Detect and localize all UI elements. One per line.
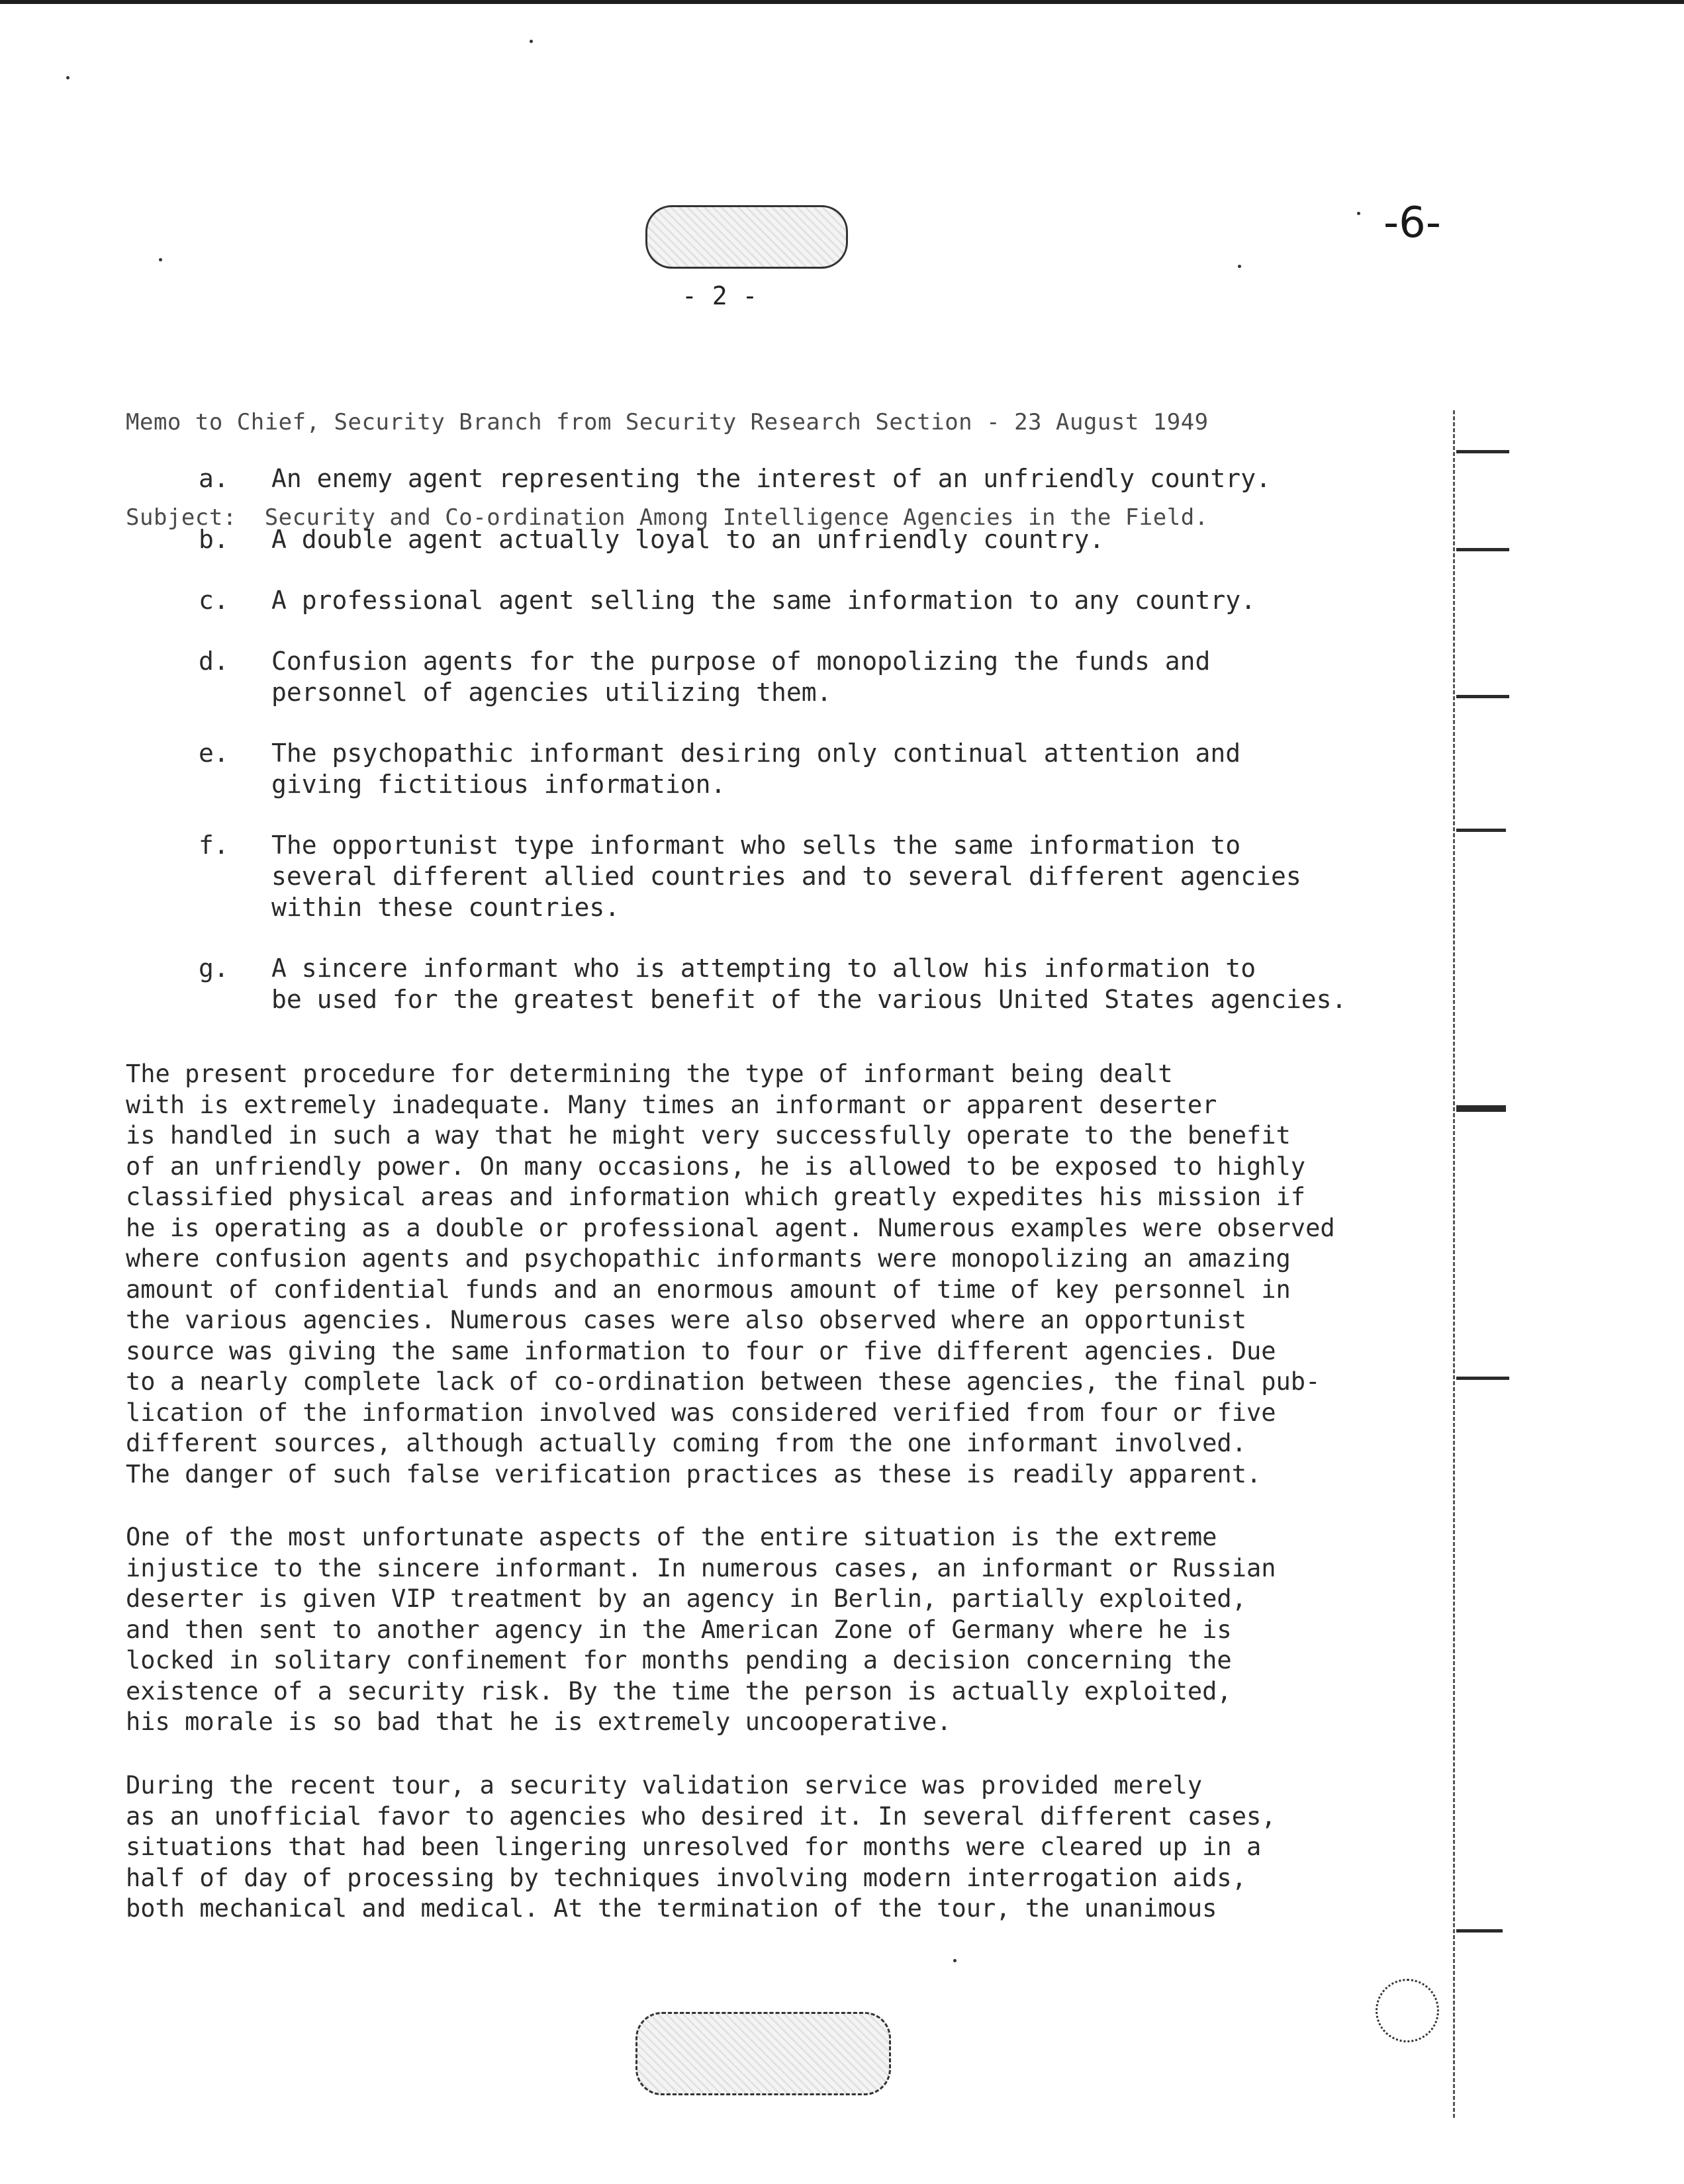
margin-tick [1456,695,1509,698]
list-item-text: The opportunist type informant who sells the same information to several different allied countries and to several different agencies within these countries. [271,831,1301,922]
list-item-letter: g. [199,954,229,983]
list-item [199,738,1456,800]
stamp-circle [1376,1979,1439,2042]
list-item-text: A double agent actually loyal to an unfriendly country. [271,525,1105,554]
margin-tick [1456,1929,1503,1933]
list-item-text: An enemy agent representing the interest of an unfriendly country. [271,464,1271,493]
page-number: - 2 - [682,281,758,310]
margin-tick [1456,548,1509,551]
informant-types-list [199,463,1456,1045]
handwritten-page-mark: -6- [1383,199,1441,248]
speck [66,76,70,79]
list-item-text: A professional agent selling the same information to any country. [271,586,1256,615]
redaction-mark-top [645,205,848,269]
body-paragraph: One of the most unfortunate aspects of the entire situation is the extreme injustice to the sincere informant. In numerous cases, an informant or Russian deserter is given VIP treatment by an agency in Berlin, partially exploited, and then sent to another agency in the American Zone of Germany where he is locked in solitary confinement for months pending a decision concerning the existence of a security risk. By the time the person is actually exploited, his morale is so bad that he is extremely uncooperative. [126,1523,1276,1736]
list-item [199,953,1456,1015]
margin-tick [1456,450,1509,453]
speck [1357,212,1360,215]
speck [953,1959,957,1962]
list-item-text: Confusion agents for the purpose of monopolizing the funds and personnel of agencies utilizing them. [271,647,1211,707]
list-item [199,646,1456,708]
list-item [199,830,1456,923]
top-rule [0,0,1684,4]
list-item [199,585,1456,616]
body-paragraph: During the recent tour, a security validation service was provided merely as an unofficial favor to agencies who desired it. In several different cases, situations that had been lingering unresolved for months were cleared up in a half of day of processing by techniques involving modern interrogation aids, both mechanical and medical. At the termination of the tour, the unanimous [126,1771,1276,1923]
memo-subject-line: Subject: Security and Co-ordination Among Intelligence Agencies in the Field. [126,504,1209,531]
margin-tick [1456,829,1506,832]
list-item-text: A sincere informant who is attempting to allow his information to be used for the greatest benefit of the various United States agencies. [271,954,1347,1014]
speck [159,258,162,261]
list-item-letter: b. [199,525,229,554]
list-item-letter: d. [199,647,229,676]
list-item-text: The psychopathic informant desiring only continual attention and giving fictitious information. [271,739,1241,799]
memo-header-line: Memo to Chief, Security Branch from Security Research Section - 23 August 1949 [126,409,1209,435]
speck [530,40,533,43]
list-item-letter: f. [199,831,229,860]
margin-line [1453,410,1455,2118]
list-item-letter: c. [199,586,229,615]
list-item-letter: e. [199,739,229,768]
list-item-letter: a. [199,464,229,493]
list-item [199,463,1456,494]
margin-tick [1456,1377,1509,1380]
margin-tick [1456,1105,1506,1112]
speck [1238,265,1241,268]
redaction-mark-bottom [635,2012,891,2095]
body-paragraph: The present procedure for determining the type of informant being dealt with is extremely inadequate. Many times an informant or apparent deserter is handled in such a way that he might very successfully operate to the benefit of an unfriendly power. On many occasions, he is allowed to be exposed to highly classified physical areas and information which greatly expedites his mission if he is operating as a double or professional agent. Numerous examples were observed where confusion agents and psychopathic informants were monopolizing an amazing amount of confidential funds and an enormous amount of time of key personnel in the various agencies. Numerous cases were also observed where an opportunist source was giving the same information to four or five different agencies. Due to a nearly complete lack of co-ordination between these agencies, the final pub- lication of the information involved was considered verified from four or five different sources, although actually coming from the one informant involved. The danger of such false verification practices as these is readily apparent. [126,1060,1335,1488]
list-item [199,524,1456,555]
